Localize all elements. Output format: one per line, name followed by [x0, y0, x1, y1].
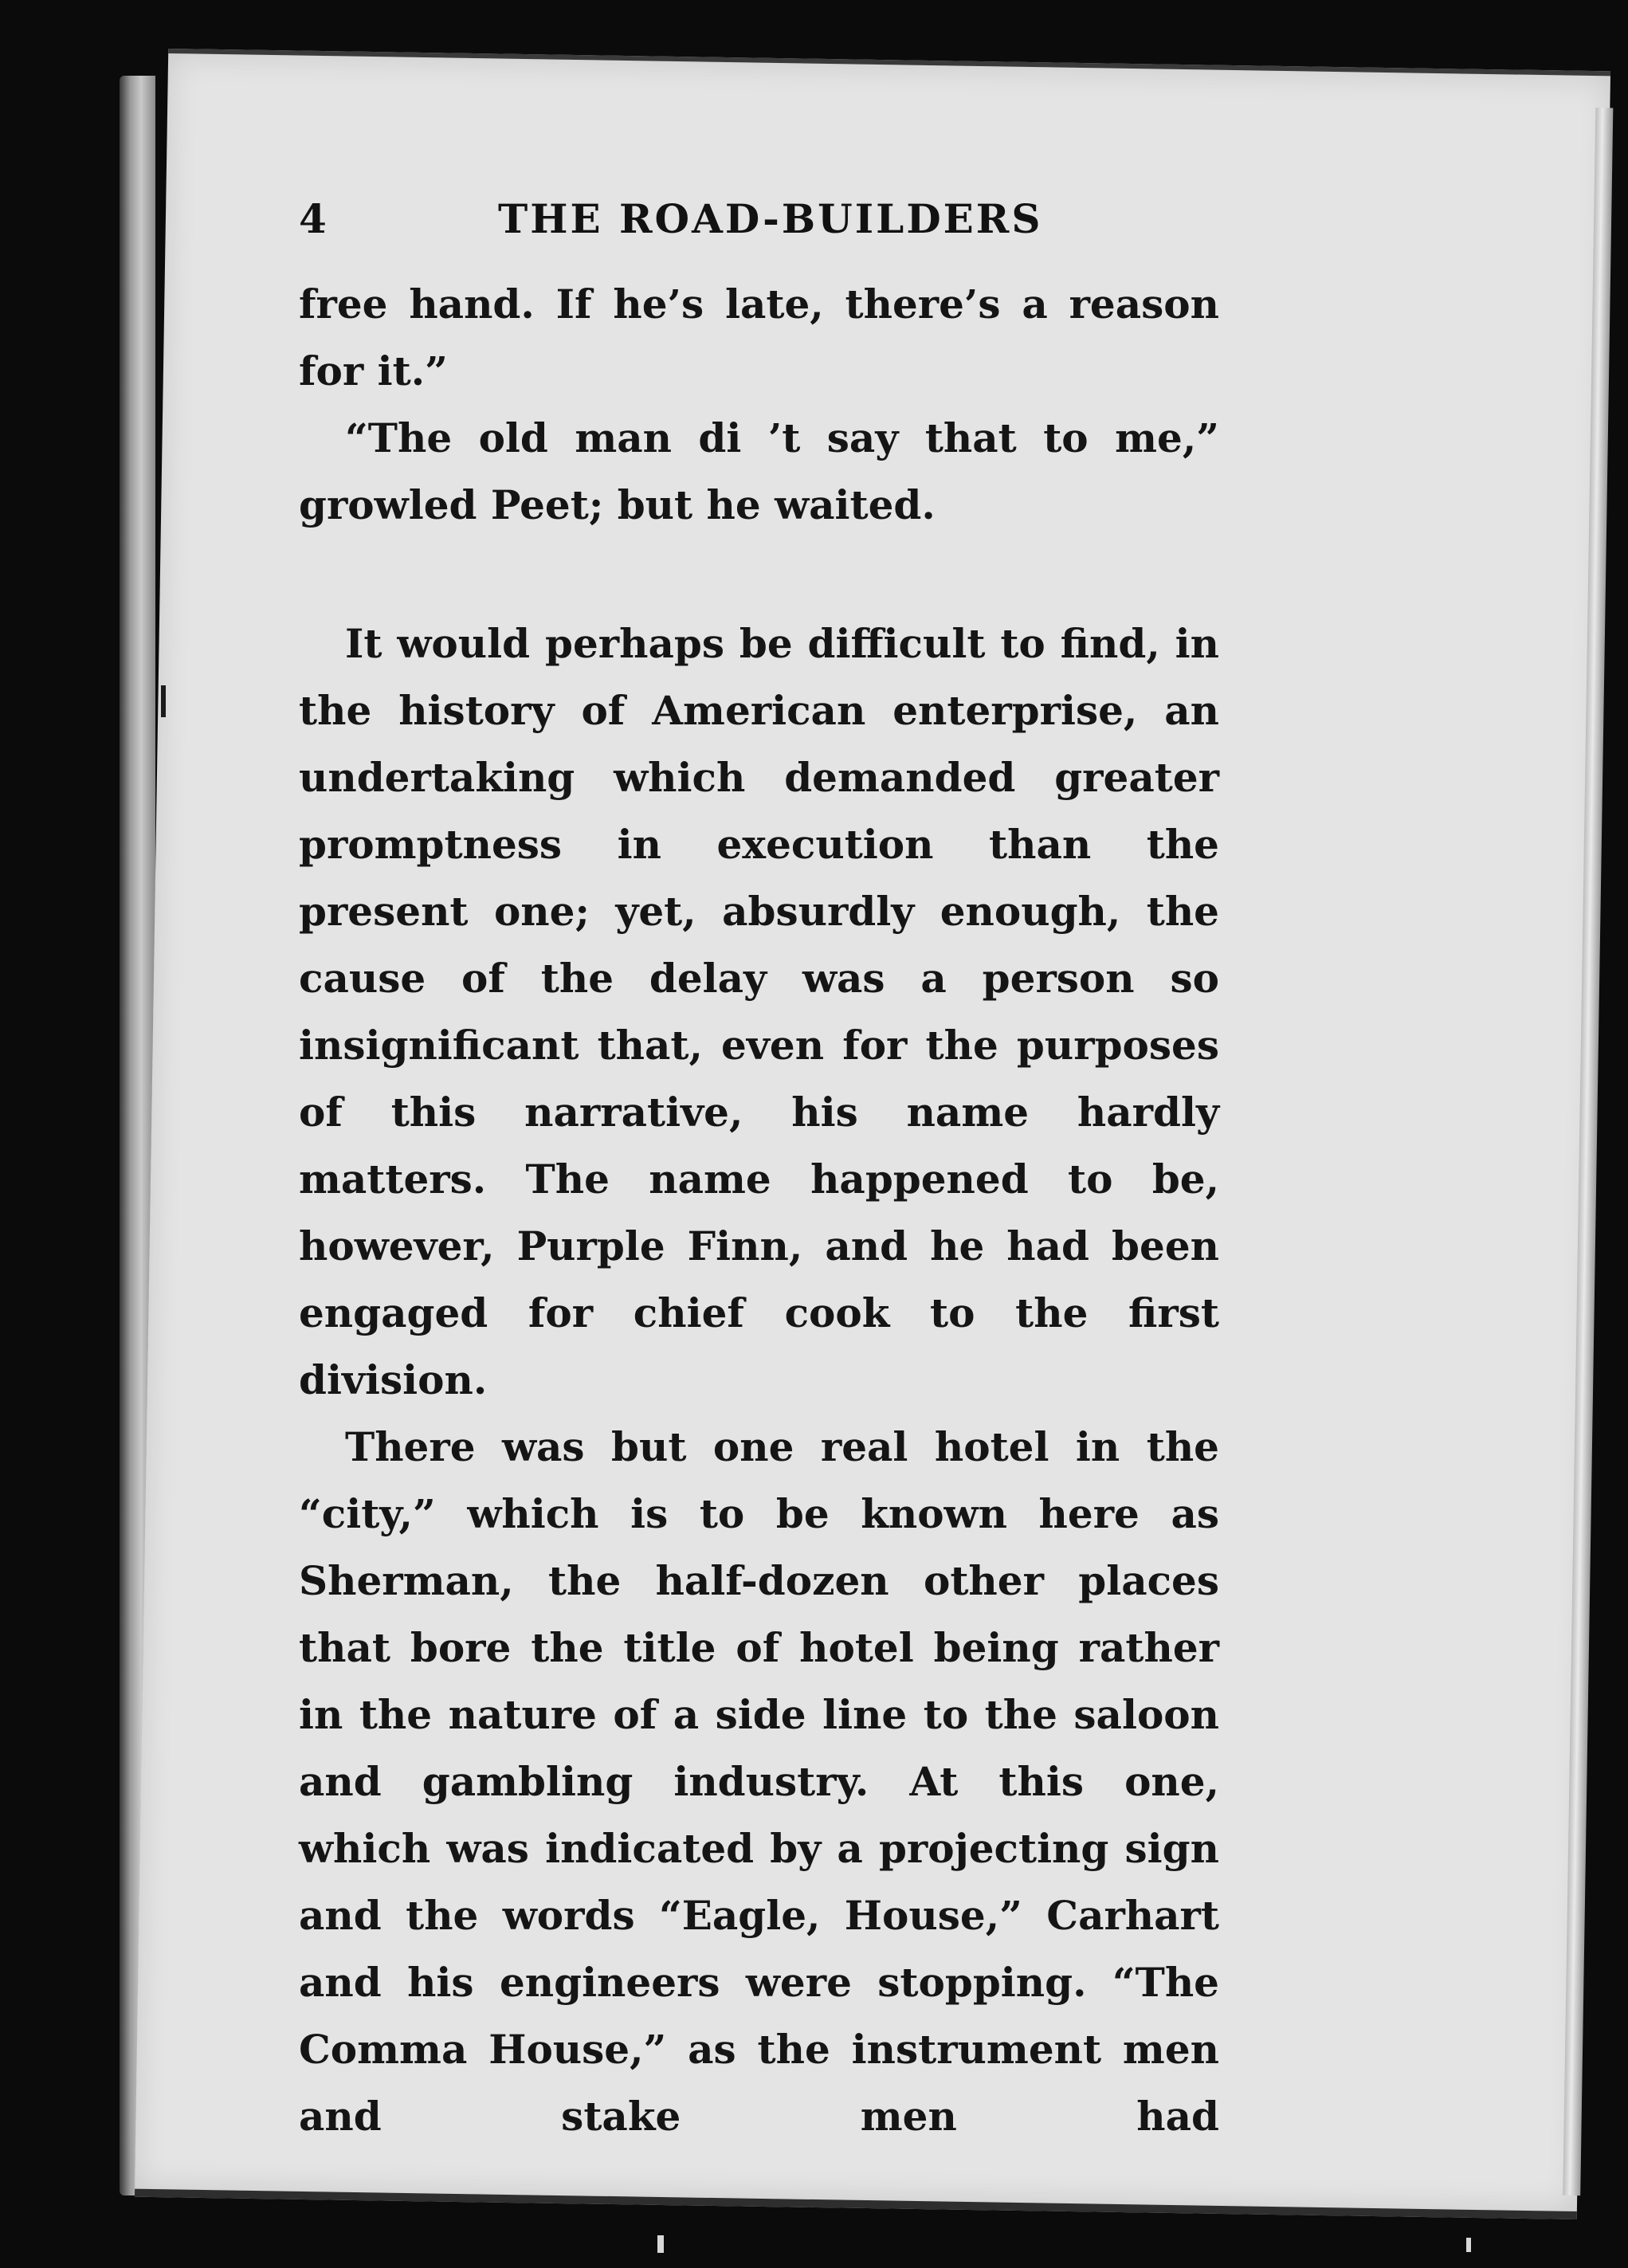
paragraph: “The old man di ’t say that to me,” growled Peet; but he waited. — [299, 414, 1219, 528]
paragraph: free hand. If he’s late, there’s a reason for it.” — [299, 281, 1219, 394]
page-number: 4 — [299, 195, 327, 242]
page-header — [299, 187, 1191, 259]
margin-speck — [161, 685, 166, 717]
body-text — [299, 271, 1219, 2150]
paragraph: There was but one real hotel in the “city,” which is to be known here as Sherman, the half-dozen other places that bore the title of hotel being rather in the nature of a side line to the saloon and gambling industry. At this one, which was indicated by a projecting sign and the words “Eagle, House,” Carhart and his engineers were stopping. “The Comma House,” as the instrument men and stake men had — [299, 1423, 1219, 2140]
page-stack-edge — [1563, 108, 1613, 2195]
bottom-speck — [1466, 2238, 1471, 2252]
paragraph: It would perhaps be difficult to find, in the history of American enterprise, an undertaking which demanded greater promptness in execution than the present one; yet, absurdly enough, the cause of the delay was a person so insignificant that, even for the purposes of this narrative, his name hardly matters. The name happened to be, however, Purple Finn, and he had been engaged for chief cook to the first division. — [299, 620, 1219, 1403]
bottom-speck — [657, 2235, 664, 2253]
running-head: THE ROAD-BUILDERS — [498, 195, 1043, 242]
section-break — [299, 539, 1219, 610]
